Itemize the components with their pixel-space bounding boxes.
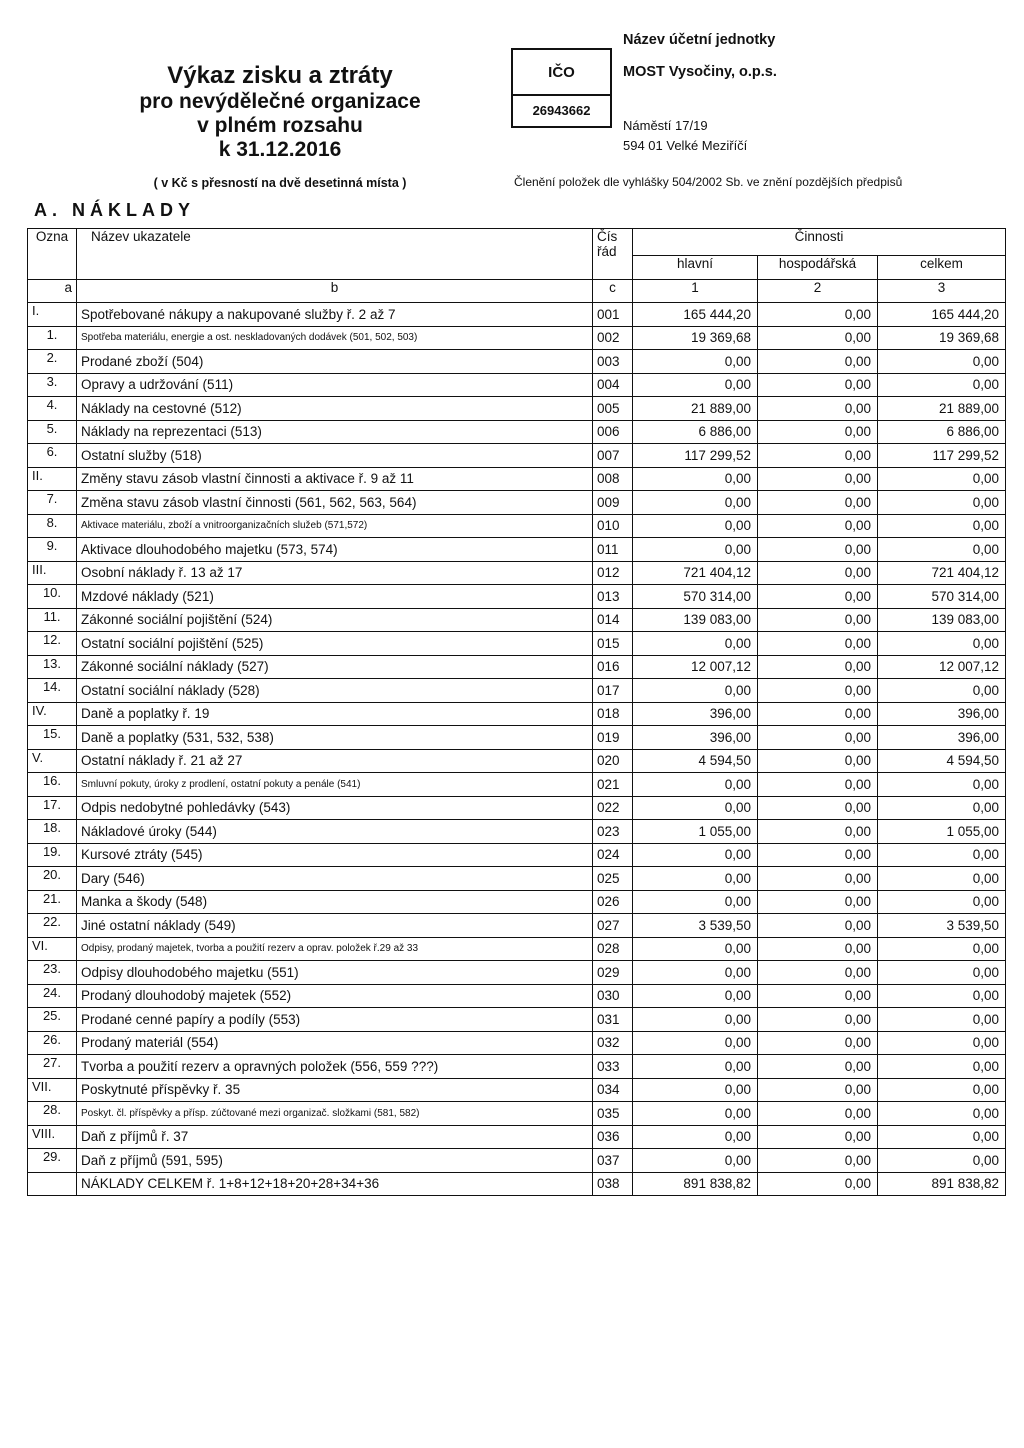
row-number: 010 [593, 514, 633, 538]
row-value-celkem: 570 314,00 [878, 585, 1006, 609]
row-value-celkem: 1 055,00 [878, 820, 1006, 844]
header-hlavni: hlavní [633, 256, 758, 280]
row-value-hlavni: 0,00 [633, 1008, 758, 1032]
table-row [28, 1031, 1006, 1055]
table-row [28, 514, 1006, 538]
row-value-hospodarska: 0,00 [758, 1078, 878, 1102]
row-value-hospodarska: 0,00 [758, 444, 878, 468]
row-designation: II. [28, 467, 77, 491]
row-value-celkem: 0,00 [878, 538, 1006, 562]
ico-label: IČO [513, 50, 610, 96]
row-value-hospodarska: 0,00 [758, 397, 878, 421]
row-value-celkem: 0,00 [878, 491, 1006, 515]
row-name: Spotřeba materiálu, energie a ost. neskladovaných dodávek (501, 502, 503) [77, 326, 593, 350]
row-designation: 27. [28, 1055, 77, 1079]
row-value-hospodarska: 0,00 [758, 632, 878, 656]
row-name: Manka a škody (548) [77, 890, 593, 914]
table-row [28, 937, 1006, 961]
row-value-celkem: 0,00 [878, 373, 1006, 397]
row-value-celkem: 0,00 [878, 867, 1006, 891]
row-value-hospodarska: 0,00 [758, 655, 878, 679]
row-value-hlavni: 19 369,68 [633, 326, 758, 350]
row-value-hlavni: 139 083,00 [633, 608, 758, 632]
row-name: Jiné ostatní náklady (549) [77, 914, 593, 938]
row-value-hospodarska: 0,00 [758, 350, 878, 374]
legal-note: Členění položek dle vyhlášky 504/2002 Sb. ve znění pozdějších předpisů [514, 175, 903, 189]
table-row [28, 1008, 1006, 1032]
row-number: 014 [593, 608, 633, 632]
row-value-hospodarska: 0,00 [758, 538, 878, 562]
row-value-celkem: 21 889,00 [878, 397, 1006, 421]
table-row [28, 632, 1006, 656]
table-row [28, 820, 1006, 844]
row-name: Změna stavu zásob vlastní činnosti (561, 562, 563, 564) [77, 491, 593, 515]
table-row [28, 1078, 1006, 1102]
row-value-hospodarska: 0,00 [758, 1055, 878, 1079]
row-number: 034 [593, 1078, 633, 1102]
row-value-celkem: 396,00 [878, 702, 1006, 726]
row-value-hospodarska: 0,00 [758, 1172, 878, 1196]
row-value-hospodarska: 0,00 [758, 326, 878, 350]
table-row [28, 843, 1006, 867]
row-value-hospodarska: 0,00 [758, 514, 878, 538]
row-value-celkem: 3 539,50 [878, 914, 1006, 938]
row-designation: 15. [28, 726, 77, 750]
row-designation: 10. [28, 585, 77, 609]
row-value-hlavni: 0,00 [633, 538, 758, 562]
row-value-hlavni: 165 444,20 [633, 303, 758, 327]
row-designation: 28. [28, 1102, 77, 1126]
row-name: Daně a poplatky ř. 19 [77, 702, 593, 726]
row-number: 021 [593, 773, 633, 797]
report-title-block [100, 62, 460, 162]
table-row [28, 491, 1006, 515]
header-celkem: celkem [878, 256, 1006, 280]
header-oz: Ozna [28, 229, 77, 280]
row-designation: 22. [28, 914, 77, 938]
row-name: Prodané cenné papíry a podíly (553) [77, 1008, 593, 1032]
table-row [28, 726, 1006, 750]
row-designation: V. [28, 749, 77, 773]
row-number: 026 [593, 890, 633, 914]
table-row [28, 796, 1006, 820]
row-designation: 26. [28, 1031, 77, 1055]
row-number: 007 [593, 444, 633, 468]
row-designation: 20. [28, 867, 77, 891]
table-row [28, 914, 1006, 938]
row-value-hlavni: 0,00 [633, 843, 758, 867]
row-value-celkem: 139 083,00 [878, 608, 1006, 632]
row-name: Nákladové úroky (544) [77, 820, 593, 844]
row-number: 002 [593, 326, 633, 350]
row-number: 035 [593, 1102, 633, 1126]
row-name: Kursové ztráty (545) [77, 843, 593, 867]
entity-address-street: Náměstí 17/19 [623, 118, 708, 133]
row-value-celkem: 0,00 [878, 843, 1006, 867]
row-name: Odpisy dlouhodobého majetku (551) [77, 961, 593, 985]
row-value-hospodarska: 0,00 [758, 843, 878, 867]
row-value-celkem: 0,00 [878, 796, 1006, 820]
row-name: Ostatní náklady ř. 21 až 27 [77, 749, 593, 773]
row-number: 005 [593, 397, 633, 421]
row-number: 032 [593, 1031, 633, 1055]
table-row [28, 679, 1006, 703]
table-row [28, 326, 1006, 350]
row-value-hlavni: 0,00 [633, 984, 758, 1008]
row-value-hlavni: 12 007,12 [633, 655, 758, 679]
currency-note: ( v Kč s přesností na dvě desetinná místa ) [153, 176, 407, 190]
row-designation: 9. [28, 538, 77, 562]
row-value-hospodarska: 0,00 [758, 467, 878, 491]
row-name: Prodaný materiál (554) [77, 1031, 593, 1055]
row-number: 015 [593, 632, 633, 656]
row-number: 009 [593, 491, 633, 515]
header-cinnosti: Činnosti [633, 229, 1006, 256]
row-name: Tvorba a použití rezerv a opravných položek (556, 559 ???) [77, 1055, 593, 1079]
row-number: 028 [593, 937, 633, 961]
row-name: Odpis nedobytné pohledávky (543) [77, 796, 593, 820]
subheader-b: b [77, 279, 593, 303]
row-value-celkem: 6 886,00 [878, 420, 1006, 444]
row-value-hlavni: 0,00 [633, 1102, 758, 1126]
row-number: 025 [593, 867, 633, 891]
header-hospodarska: hospodářská [758, 256, 878, 280]
row-value-celkem: 4 594,50 [878, 749, 1006, 773]
row-name: Dary (546) [77, 867, 593, 891]
row-value-hlavni: 891 838,82 [633, 1172, 758, 1196]
row-value-hlavni: 1 055,00 [633, 820, 758, 844]
row-designation: 12. [28, 632, 77, 656]
row-name: Náklady na cestovné (512) [77, 397, 593, 421]
row-number: 011 [593, 538, 633, 562]
row-designation: IV. [28, 702, 77, 726]
row-number: 022 [593, 796, 633, 820]
subheader-a: a [28, 279, 77, 303]
row-value-hlavni: 570 314,00 [633, 585, 758, 609]
table-row [28, 961, 1006, 985]
row-value-hlavni: 0,00 [633, 1031, 758, 1055]
report-scope: v plném rozsahu [197, 114, 363, 137]
row-name: Poskyt. čl. příspěvky a přísp. zúčtované mezi organizač. složkami (581, 582) [77, 1102, 593, 1126]
row-value-celkem: 0,00 [878, 632, 1006, 656]
row-number: 036 [593, 1125, 633, 1149]
row-number: 019 [593, 726, 633, 750]
row-name: Daň z příjmů (591, 595) [77, 1149, 593, 1173]
header-cis-line1: Čís [597, 229, 618, 244]
row-number: 001 [593, 303, 633, 327]
row-name: Náklady na reprezentaci (513) [77, 420, 593, 444]
row-name: Prodaný dlouhodobý majetek (552) [77, 984, 593, 1008]
row-name: Smluvní pokuty, úroky z prodlení, ostatní pokuty a penále (541) [77, 773, 593, 797]
row-name: Mzdové náklady (521) [77, 585, 593, 609]
table-row [28, 397, 1006, 421]
row-value-hospodarska: 0,00 [758, 585, 878, 609]
row-value-hlavni: 0,00 [633, 937, 758, 961]
row-designation: 25. [28, 1008, 77, 1032]
table-row [28, 1149, 1006, 1173]
entity-address-city: 594 01 Velké Meziříčí [623, 138, 748, 153]
row-designation: 5. [28, 420, 77, 444]
subheader-2: 2 [758, 279, 878, 303]
row-designation: VIII. [28, 1125, 77, 1149]
header-cis-line2: řád [597, 244, 617, 259]
row-number: 018 [593, 702, 633, 726]
row-number: 027 [593, 914, 633, 938]
row-value-hlavni: 6 886,00 [633, 420, 758, 444]
row-value-celkem: 19 369,68 [878, 326, 1006, 350]
row-number: 008 [593, 467, 633, 491]
table-row [28, 1055, 1006, 1079]
row-designation: 6. [28, 444, 77, 468]
row-designation [28, 1172, 77, 1196]
table-row [28, 702, 1006, 726]
row-number: 033 [593, 1055, 633, 1079]
row-designation: 16. [28, 773, 77, 797]
row-number: 030 [593, 984, 633, 1008]
table-row [28, 350, 1006, 374]
row-value-hlavni: 396,00 [633, 702, 758, 726]
row-value-hlavni: 0,00 [633, 632, 758, 656]
row-value-hospodarska: 0,00 [758, 1149, 878, 1173]
row-value-celkem: 12 007,12 [878, 655, 1006, 679]
entity-heading: Název účetní jednotky [623, 32, 776, 48]
row-number: 017 [593, 679, 633, 703]
row-value-hlavni: 3 539,50 [633, 914, 758, 938]
report-subtitle: pro nevýdělečné organizace [139, 90, 421, 113]
row-number: 029 [593, 961, 633, 985]
row-value-celkem: 0,00 [878, 1078, 1006, 1102]
row-value-celkem: 0,00 [878, 514, 1006, 538]
row-value-celkem: 117 299,52 [878, 444, 1006, 468]
row-value-celkem: 0,00 [878, 679, 1006, 703]
row-designation: 17. [28, 796, 77, 820]
row-name: Ostatní služby (518) [77, 444, 593, 468]
row-value-celkem: 0,00 [878, 1031, 1006, 1055]
row-value-celkem: 396,00 [878, 726, 1006, 750]
subheader-c: c [593, 279, 633, 303]
table-row [28, 538, 1006, 562]
row-value-celkem: 0,00 [878, 1102, 1006, 1126]
row-designation: 11. [28, 608, 77, 632]
row-value-hlavni: 21 889,00 [633, 397, 758, 421]
row-value-hospodarska: 0,00 [758, 1125, 878, 1149]
row-number: 038 [593, 1172, 633, 1196]
row-value-hlavni: 117 299,52 [633, 444, 758, 468]
table-row [28, 467, 1006, 491]
row-number: 012 [593, 561, 633, 585]
row-number: 023 [593, 820, 633, 844]
row-value-hlavni: 0,00 [633, 491, 758, 515]
row-value-celkem: 165 444,20 [878, 303, 1006, 327]
row-value-hlavni: 0,00 [633, 867, 758, 891]
table-row [28, 749, 1006, 773]
row-value-hospodarska: 0,00 [758, 420, 878, 444]
row-value-hospodarska: 0,00 [758, 867, 878, 891]
row-value-celkem: 0,00 [878, 1125, 1006, 1149]
subheader-3: 3 [878, 279, 1006, 303]
table-row [28, 585, 1006, 609]
row-value-celkem: 0,00 [878, 1149, 1006, 1173]
row-name: Opravy a udržování (511) [77, 373, 593, 397]
row-value-hlavni: 0,00 [633, 1055, 758, 1079]
row-value-hlavni: 396,00 [633, 726, 758, 750]
table-row [28, 373, 1006, 397]
ico-value: 26943662 [532, 103, 591, 118]
ico-box [511, 48, 612, 128]
header-cis [593, 229, 633, 280]
row-value-hospodarska: 0,00 [758, 679, 878, 703]
row-value-hlavni: 0,00 [633, 890, 758, 914]
row-value-hlavni: 0,00 [633, 373, 758, 397]
row-designation: 8. [28, 514, 77, 538]
row-designation: 19. [28, 843, 77, 867]
row-name: Aktivace dlouhodobého majetku (573, 574) [77, 538, 593, 562]
row-value-hospodarska: 0,00 [758, 561, 878, 585]
row-name: Prodané zboží (504) [77, 350, 593, 374]
row-name: Spotřebované nákupy a nakupované služby ř. 2 až 7 [77, 303, 593, 327]
row-designation: 14. [28, 679, 77, 703]
row-value-hlavni: 0,00 [633, 467, 758, 491]
row-designation: 2. [28, 350, 77, 374]
row-value-hlavni: 0,00 [633, 773, 758, 797]
row-value-celkem: 721 404,12 [878, 561, 1006, 585]
table-row [28, 608, 1006, 632]
row-value-hospodarska: 0,00 [758, 773, 878, 797]
row-value-hlavni: 0,00 [633, 796, 758, 820]
row-value-hlavni: 0,00 [633, 679, 758, 703]
row-designation: 24. [28, 984, 77, 1008]
row-value-hospodarska: 0,00 [758, 1102, 878, 1126]
header-name: Název ukazatele [77, 229, 593, 280]
row-value-hospodarska: 0,00 [758, 726, 878, 750]
row-value-celkem: 0,00 [878, 773, 1006, 797]
row-value-celkem: 0,00 [878, 961, 1006, 985]
row-number: 024 [593, 843, 633, 867]
row-number: 031 [593, 1008, 633, 1032]
table-row [28, 420, 1006, 444]
row-value-hlavni: 0,00 [633, 1149, 758, 1173]
row-name: Zákonné sociální pojištění (524) [77, 608, 593, 632]
table-row [28, 890, 1006, 914]
row-value-hospodarska: 0,00 [758, 820, 878, 844]
row-name: Poskytnuté příspěvky ř. 35 [77, 1078, 593, 1102]
table-row [28, 867, 1006, 891]
row-name: NÁKLADY CELKEM ř. 1+8+12+18+20+28+34+36 [77, 1172, 593, 1196]
table-row [28, 984, 1006, 1008]
row-name: Ostatní sociální náklady (528) [77, 679, 593, 703]
row-value-hospodarska: 0,00 [758, 373, 878, 397]
row-value-hospodarska: 0,00 [758, 749, 878, 773]
table-row [28, 773, 1006, 797]
row-name: Osobní náklady ř. 13 až 17 [77, 561, 593, 585]
entity-name: MOST Vysočiny, o.p.s. [623, 64, 777, 80]
row-designation: 7. [28, 491, 77, 515]
row-value-hlavni: 0,00 [633, 350, 758, 374]
row-value-celkem: 0,00 [878, 1055, 1006, 1079]
table-row [28, 1172, 1006, 1196]
row-designation: 4. [28, 397, 77, 421]
row-value-hlavni: 0,00 [633, 514, 758, 538]
row-designation: I. [28, 303, 77, 327]
row-designation: 21. [28, 890, 77, 914]
row-value-hospodarska: 0,00 [758, 303, 878, 327]
row-number: 006 [593, 420, 633, 444]
row-value-celkem: 891 838,82 [878, 1172, 1006, 1196]
row-value-hospodarska: 0,00 [758, 984, 878, 1008]
row-designation: VI. [28, 937, 77, 961]
section-title: A. NÁKLADY [34, 200, 195, 220]
row-value-hospodarska: 0,00 [758, 914, 878, 938]
subheader-1: 1 [633, 279, 758, 303]
table-row [28, 655, 1006, 679]
row-designation: 1. [28, 326, 77, 350]
row-designation: 13. [28, 655, 77, 679]
row-value-hospodarska: 0,00 [758, 702, 878, 726]
row-value-hospodarska: 0,00 [758, 796, 878, 820]
row-value-hospodarska: 0,00 [758, 608, 878, 632]
row-value-hlavni: 0,00 [633, 1078, 758, 1102]
row-name: Odpisy, prodaný majetek, tvorba a použití rezerv a oprav. položek ř.29 až 33 [77, 937, 593, 961]
row-designation: 3. [28, 373, 77, 397]
row-value-hospodarska: 0,00 [758, 1031, 878, 1055]
row-value-celkem: 0,00 [878, 467, 1006, 491]
row-value-hlavni: 0,00 [633, 1125, 758, 1149]
row-name: Ostatní sociální pojištění (525) [77, 632, 593, 656]
row-designation: III. [28, 561, 77, 585]
row-name: Daně a poplatky (531, 532, 538) [77, 726, 593, 750]
row-designation: 18. [28, 820, 77, 844]
row-value-hospodarska: 0,00 [758, 491, 878, 515]
report-date: k 31.12.2016 [218, 138, 342, 161]
row-name: Zákonné sociální náklady (527) [77, 655, 593, 679]
row-value-hlavni: 4 594,50 [633, 749, 758, 773]
row-value-hospodarska: 0,00 [758, 1008, 878, 1032]
row-value-hlavni: 0,00 [633, 961, 758, 985]
row-designation: 29. [28, 1149, 77, 1173]
row-number: 003 [593, 350, 633, 374]
row-value-celkem: 0,00 [878, 937, 1006, 961]
row-value-hospodarska: 0,00 [758, 937, 878, 961]
table-row [28, 1102, 1006, 1126]
table-row [28, 303, 1006, 327]
table-row [28, 444, 1006, 468]
row-number: 004 [593, 373, 633, 397]
row-value-celkem: 0,00 [878, 350, 1006, 374]
row-value-celkem: 0,00 [878, 890, 1006, 914]
row-number: 013 [593, 585, 633, 609]
row-designation: VII. [28, 1078, 77, 1102]
report-title: Výkaz zisku a ztráty [167, 62, 393, 89]
row-designation: 23. [28, 961, 77, 985]
row-value-celkem: 0,00 [878, 1008, 1006, 1032]
row-value-hospodarska: 0,00 [758, 890, 878, 914]
row-name: Daň z příjmů ř. 37 [77, 1125, 593, 1149]
row-number: 037 [593, 1149, 633, 1173]
row-value-hospodarska: 0,00 [758, 961, 878, 985]
row-value-hlavni: 721 404,12 [633, 561, 758, 585]
row-name: Změny stavu zásob vlastní činnosti a aktivace ř. 9 až 11 [77, 467, 593, 491]
row-name: Aktivace materiálu, zboží a vnitroorganizačních služeb (571,572) [77, 514, 593, 538]
row-number: 020 [593, 749, 633, 773]
table-row [28, 1125, 1006, 1149]
row-value-celkem: 0,00 [878, 984, 1006, 1008]
table-row [28, 561, 1006, 585]
expenses-table [27, 228, 1006, 1196]
row-number: 016 [593, 655, 633, 679]
